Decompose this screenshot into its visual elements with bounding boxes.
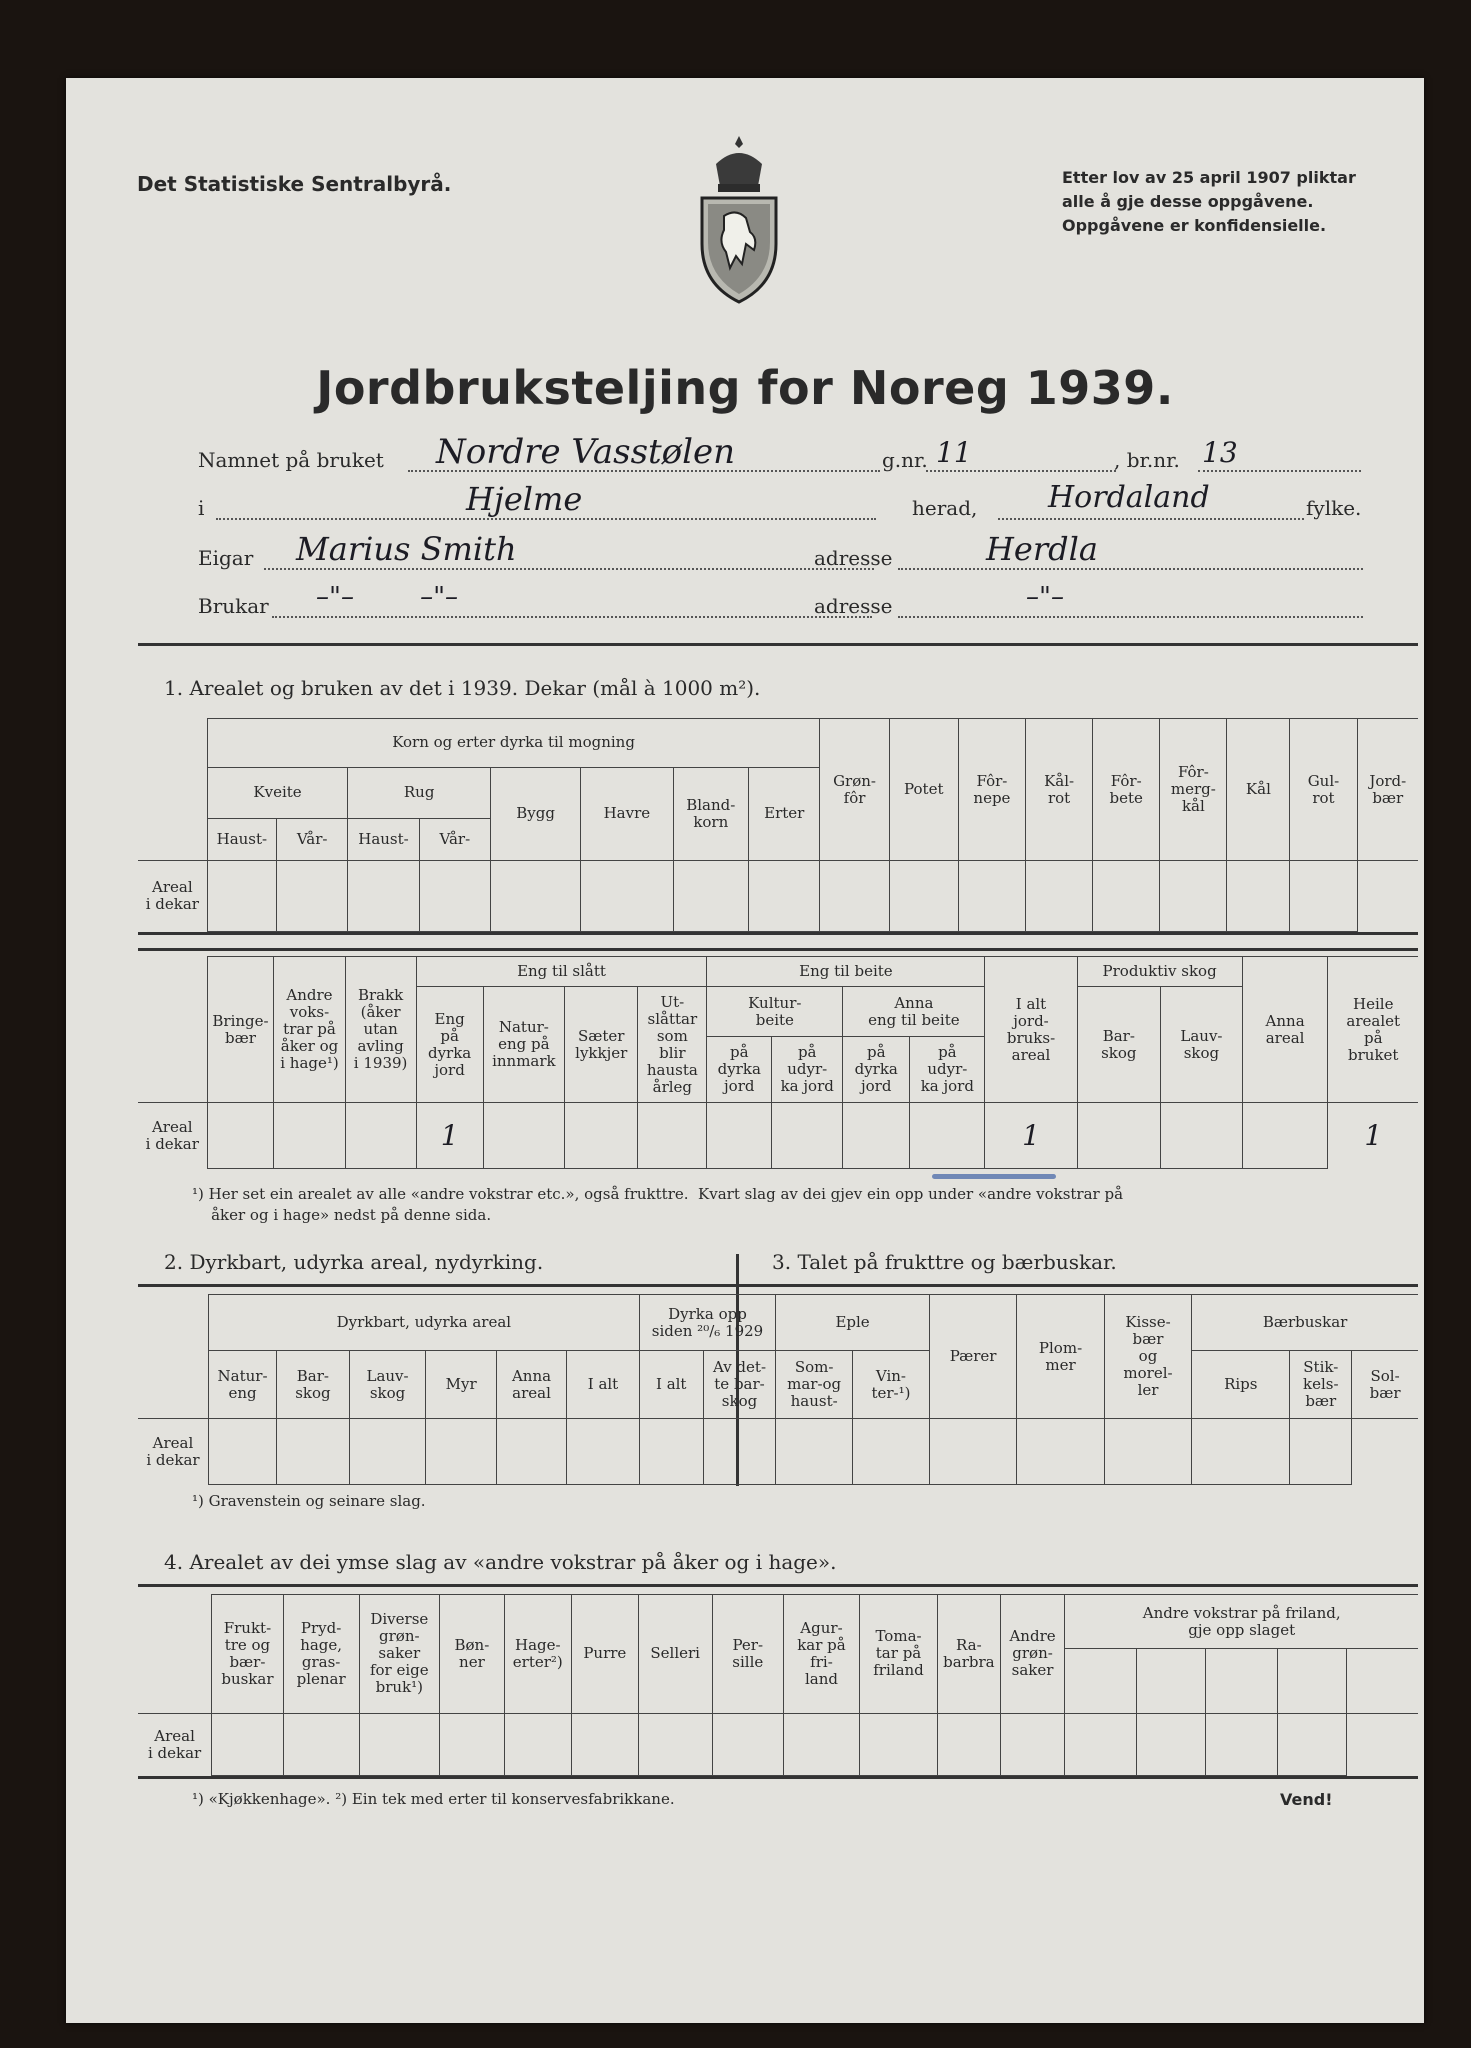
herad-label: herad, — [912, 496, 978, 520]
cell-input[interactable] — [496, 1419, 566, 1485]
col-gronfor: Grøn- fôr — [820, 719, 889, 861]
cell-slag-input[interactable] — [1206, 1649, 1277, 1713]
cell-input[interactable] — [859, 1713, 937, 1775]
cell-input[interactable] — [1290, 861, 1357, 932]
section1-table-a — [138, 718, 1418, 932]
col-anna-eng-udyrka: på udyr- ka jord — [910, 1037, 985, 1103]
cell-input[interactable] — [581, 861, 673, 932]
col-fornepe: Fôr- nepe — [958, 719, 1025, 861]
cell-input[interactable] — [853, 1419, 930, 1485]
col-formergkal: Fôr- merg- kål — [1160, 719, 1227, 861]
cell-input[interactable] — [673, 861, 749, 932]
cell-input[interactable] — [1161, 1103, 1243, 1169]
col-plommer: Plom- mer — [1017, 1295, 1104, 1419]
col-rug-haust: Haust- — [348, 818, 419, 860]
col-lauvskog2: Lauv- skog — [349, 1351, 426, 1419]
cell-input[interactable] — [638, 1713, 712, 1775]
cell-input[interactable] — [419, 861, 490, 932]
namnet-field[interactable]: Nordre Vasstølen — [436, 432, 736, 472]
cell-input[interactable] — [207, 1103, 274, 1169]
cell-input[interactable] — [929, 1419, 1016, 1485]
cell-input[interactable] — [772, 1103, 843, 1169]
cell-input[interactable] — [1077, 1103, 1161, 1169]
cell-input[interactable] — [440, 1713, 505, 1775]
cell-input[interactable] — [212, 1713, 283, 1775]
dyrka-opp-header: Dyrka opp siden ²⁰/₆ 1929 — [639, 1295, 776, 1351]
vend-label: Vend! — [1280, 1790, 1333, 1809]
eng-til-beite-header: Eng til beite — [707, 957, 985, 987]
eigar-adresse-label: adresse — [814, 546, 893, 570]
row-label-areal-1b: Areal i dekar — [138, 1103, 207, 1169]
cell-slag-input[interactable] — [1346, 1649, 1418, 1713]
cell-heile-arealet[interactable]: 1 — [1328, 1103, 1418, 1169]
col-kalrot: Kål- rot — [1026, 719, 1093, 861]
andre-friland-header: Andre vokstrar på friland, gje opp slaget — [1065, 1595, 1418, 1649]
col-eng-pa-dyrka-jord: Eng på dyrka jord — [416, 987, 483, 1103]
brukar-field[interactable]: –"– –"– — [316, 582, 459, 612]
col-utslattar: Ut- slåttar som blir hausta årleg — [638, 987, 707, 1103]
col-vinter: Vin- ter-¹) — [853, 1351, 930, 1419]
section2-heading: 2. Dyrkbart, udyrka areal, nydyrking. — [164, 1250, 544, 1274]
fylke-field[interactable]: Hordaland — [1048, 480, 1210, 515]
coat-of-arms-icon — [696, 134, 782, 304]
cell-input[interactable] — [776, 1419, 853, 1485]
col-gulrot: Gul- rot — [1290, 719, 1357, 861]
cell-input[interactable] — [345, 1103, 416, 1169]
cell-input[interactable] — [1065, 1713, 1136, 1775]
col-barskog2: Bar- skog — [277, 1351, 350, 1419]
col-dyrka-i-alt: I alt — [639, 1351, 703, 1419]
col-lauvskog: Lauv- skog — [1161, 987, 1243, 1103]
col-barskog: Bar- skog — [1077, 987, 1161, 1103]
cell-input[interactable] — [1346, 1713, 1418, 1775]
cell-input[interactable] — [910, 1103, 985, 1169]
col-brakk: Brakk (åker utan avling i 1939) — [345, 957, 416, 1103]
cell-input[interactable] — [938, 1713, 1001, 1775]
col-kulturbeite: Kultur- beite — [707, 987, 843, 1037]
col-purre: Purre — [571, 1595, 638, 1714]
baerbuskar-header: Bærbuskar — [1192, 1295, 1418, 1351]
cell-input[interactable] — [1026, 861, 1093, 932]
eple-header: Eple — [776, 1295, 930, 1351]
cell-input[interactable] — [1227, 861, 1290, 932]
cell-input[interactable] — [712, 1713, 783, 1775]
cell-input[interactable] — [1017, 1419, 1104, 1485]
legal-line-3: Oppgåvene er konfidensielle. — [1062, 216, 1327, 235]
col-heile-arealet: Heile arealet på bruket — [1328, 957, 1418, 1103]
cell-input[interactable] — [274, 1103, 345, 1169]
col-jordbaer: Jord- bær — [1357, 719, 1418, 861]
cell-input[interactable] — [208, 1419, 276, 1485]
col-anna-areal2: Anna areal — [496, 1351, 566, 1419]
i-label: i — [198, 496, 205, 520]
col-naturreng: Natur- eng på innmark — [483, 987, 565, 1103]
cell-input[interactable] — [1136, 1713, 1205, 1775]
cell-input[interactable] — [277, 1419, 350, 1485]
cell-input[interactable] — [1352, 1419, 1418, 1485]
col-bringebaer: Bringe- bær — [207, 957, 274, 1103]
col-persille: Per- sille — [712, 1595, 783, 1714]
cell-input[interactable] — [207, 861, 276, 932]
col-anna-areal: Anna areal — [1242, 957, 1328, 1103]
col-tomatar: Toma- tar på friland — [859, 1595, 937, 1714]
section1-footnote: ¹) Her set ein arealet av alle «andre vokstrar etc.», også frukttre. Kvart slag av dei gjev ein opp under «andre vokstrar på åker og i hage» nedst på denne sida. — [192, 1185, 1124, 1224]
col-kal: Kål — [1227, 719, 1290, 861]
cell-input[interactable] — [1000, 1713, 1065, 1775]
cell-input[interactable] — [707, 1103, 772, 1169]
cell-input[interactable] — [565, 1103, 638, 1169]
col-i-alt-jordbruksareal: I alt jord- bruks- areal — [985, 957, 1077, 1103]
col-kulturbeite-dyrka: på dyrka jord — [707, 1037, 772, 1103]
eigar-label: Eigar — [198, 546, 254, 570]
col-prydhage: Pryd- hage, gras- plenar — [283, 1595, 359, 1714]
form-page — [66, 78, 1424, 2023]
cell-slag-input[interactable] — [1136, 1649, 1205, 1713]
col-blandkorn: Bland- korn — [673, 767, 749, 860]
col-stikkelsbaer: Stik- kels- bær — [1290, 1351, 1352, 1419]
col-havre: Havre — [581, 767, 673, 860]
col-agurkar: Agur- kar på fri- land — [784, 1595, 860, 1714]
cell-i-alt-jordbruksareal[interactable]: 1 — [985, 1103, 1077, 1169]
row-label-areal-1a: Areal i dekar — [138, 861, 207, 932]
col-sommar-haust: Som- mar-og haust- — [776, 1351, 853, 1419]
col-bonner: Bøn- ner — [440, 1595, 505, 1714]
dyrkbart-group-header: Dyrkbart, udyrka areal — [208, 1295, 639, 1351]
cell-slag-input[interactable] — [1277, 1649, 1346, 1713]
cell-input[interactable] — [483, 1103, 565, 1169]
col-rug: Rug — [348, 767, 491, 818]
cell-input[interactable] — [1192, 1419, 1290, 1485]
cell-input[interactable] — [1160, 861, 1227, 932]
brukar-label: Brukar — [198, 594, 269, 618]
col-erter: Erter — [749, 767, 820, 860]
section1-table-b — [138, 956, 1418, 1169]
brukar-adresse-label: adresse — [814, 594, 893, 618]
brnr-field[interactable]: 13 — [1202, 436, 1238, 469]
gnr-label: g.nr. — [882, 448, 928, 472]
cell-input[interactable] — [504, 1713, 571, 1775]
legal-line-2: alle å gje desse oppgåvene. — [1062, 192, 1314, 211]
form-title: Jordbruksteljing for Noreg 1939. — [316, 361, 1174, 415]
produktiv-skog-header: Produktiv skog — [1077, 957, 1242, 987]
col-anna-eng-dyrka: på dyrka jord — [843, 1037, 910, 1103]
cell-input[interactable] — [1290, 1419, 1352, 1485]
col-bygg: Bygg — [491, 767, 581, 860]
col-rabarbra: Ra- barbra — [938, 1595, 1001, 1714]
section2-3-table — [138, 1294, 1418, 1485]
eng-til-slatt-header: Eng til slått — [416, 957, 707, 987]
cell-input[interactable] — [1104, 1419, 1191, 1485]
col-myr: Myr — [426, 1351, 496, 1419]
col-av-dette-barskog: Av det- te bar- skog — [703, 1351, 776, 1419]
section4-table — [138, 1594, 1418, 1776]
cell-input[interactable] — [639, 1419, 703, 1485]
col-saeterlykkjer: Sæter lykkjer — [565, 987, 638, 1103]
korn-group-header: Korn og erter dyrka til mogning — [207, 719, 820, 768]
cell-input[interactable] — [348, 861, 419, 932]
row-label-areal-2: Areal i dekar — [138, 1419, 208, 1485]
cell-slag-input[interactable] — [1065, 1649, 1136, 1713]
cell-input[interactable] — [889, 861, 958, 932]
eigar-field[interactable]: Marius Smith — [296, 530, 517, 568]
col-solbaer: Sol- bær — [1352, 1351, 1418, 1419]
cell-input[interactable] — [359, 1713, 439, 1775]
col-selleri: Selleri — [638, 1595, 712, 1714]
section2-footnote: ¹) Gravenstein og seinare slag. — [192, 1492, 426, 1510]
col-kveite: Kveite — [207, 767, 348, 818]
cell-input[interactable] — [638, 1103, 707, 1169]
cell-eng-pa-dyrka-jord[interactable]: 1 — [416, 1103, 483, 1169]
col-naturreng2: Natur- eng — [208, 1351, 276, 1419]
cell-input[interactable] — [843, 1103, 910, 1169]
brnr-label: , br.nr. — [1114, 448, 1180, 472]
col-frukttre: Frukt- tre og bær- buskar — [212, 1595, 283, 1714]
cell-input[interactable] — [426, 1419, 496, 1485]
eigar-adresse-field[interactable]: Herdla — [986, 530, 1098, 568]
gnr-field[interactable]: 11 — [936, 436, 972, 469]
legal-line-1: Etter lov av 25 april 1907 pliktar — [1062, 168, 1356, 187]
col-i-alt2: I alt — [567, 1351, 640, 1419]
row-label-areal-4: Areal i dekar — [138, 1713, 212, 1775]
cell-input[interactable] — [703, 1419, 776, 1485]
legal-notice — [1062, 166, 1356, 238]
col-rips: Rips — [1192, 1351, 1290, 1419]
section1-heading: 1. Arealet og bruken av det i 1939. Dekar (mål à 1000 m²). — [164, 676, 761, 700]
col-anna-eng-til-beite: Anna eng til beite — [843, 987, 985, 1037]
cell-input[interactable] — [749, 861, 820, 932]
cell-input[interactable] — [958, 861, 1025, 932]
cell-input[interactable] — [784, 1713, 860, 1775]
col-andre-gronsaker: Andre grøn- saker — [1000, 1595, 1065, 1714]
col-forbete: Fôr- bete — [1093, 719, 1160, 861]
cell-input[interactable] — [283, 1713, 359, 1775]
col-hageerter: Hage- erter²) — [504, 1595, 571, 1714]
col-kissebaer: Kisse- bær og morel- ler — [1104, 1295, 1191, 1419]
cell-input[interactable] — [820, 861, 889, 932]
cell-input[interactable] — [1206, 1713, 1277, 1775]
herad-field[interactable]: Hjelme — [466, 480, 583, 518]
cell-input[interactable] — [349, 1419, 426, 1485]
cell-input[interactable] — [1242, 1103, 1328, 1169]
cell-input[interactable] — [1357, 861, 1418, 932]
cell-input[interactable] — [491, 861, 581, 932]
fylke-label: fylke. — [1306, 496, 1362, 520]
cell-input[interactable] — [1093, 861, 1160, 932]
cell-input[interactable] — [567, 1419, 640, 1485]
brukar-adresse-field[interactable]: –"– — [1026, 582, 1064, 612]
col-rug-var: Vår- — [419, 818, 490, 860]
agency-name: Det Statistiske Sentralbyrå. — [137, 172, 452, 196]
cell-input[interactable] — [571, 1713, 638, 1775]
col-diverse: Diverse grøn- saker for eige bruk¹) — [359, 1595, 439, 1714]
col-paerer: Pærer — [929, 1295, 1016, 1419]
section4-footnote: ¹) «Kjøkkenhage». ²) Ein tek med erter til konservesfabrikkane. — [192, 1790, 675, 1808]
namnet-label: Namnet på bruket — [198, 448, 384, 472]
cell-input[interactable] — [276, 861, 347, 932]
col-andre-vokstrar: Andre voks- trar på åker og i hage¹) — [274, 957, 345, 1103]
col-kveite-var: Vår- — [276, 818, 347, 860]
col-kveite-haust: Haust- — [207, 818, 276, 860]
section4-heading: 4. Arealet av dei ymse slag av «andre vokstrar på åker og i hage». — [164, 1550, 837, 1574]
col-kulturbeite-udyrka: på udyr- ka jord — [772, 1037, 843, 1103]
section3-heading: 3. Talet på frukttre og bærbuskar. — [772, 1250, 1117, 1274]
cell-input[interactable] — [1277, 1713, 1346, 1775]
col-potet: Potet — [889, 719, 958, 861]
